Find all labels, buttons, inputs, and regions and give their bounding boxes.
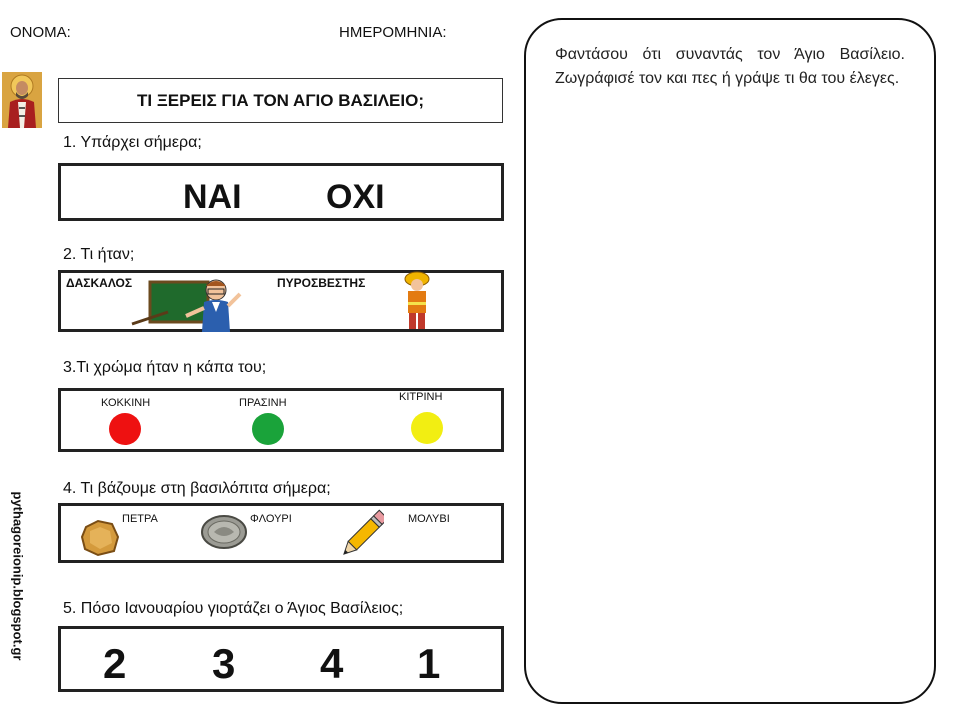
drawing-instructions: Φαντάσου ότι συναντάς τον Άγιο Βασίλειο. Ζωγράφισέ τον και πες ή γράψε τι θα του έλεγες. xyxy=(555,46,905,87)
teacher-icon[interactable] xyxy=(128,276,246,337)
option-1[interactable]: 1 xyxy=(417,640,441,687)
option-fireman[interactable]: ΠΥΡΟΣΒΕΣΤΗΣ xyxy=(277,276,366,290)
question-5: 5. Πόσο Ιανουαρίου γιορτάζει ο Άγιος Βασίλειος; xyxy=(63,600,404,617)
option-red[interactable]: ΚΟΚΚΙΝΗ xyxy=(101,397,151,409)
worksheet-title: ΤΙ ΞΕΡΕΙΣ ΓΙΑ ΤΟΝ ΑΓΙΟ ΒΑΣΙΛΕΙΟ; xyxy=(137,90,424,110)
red-circle-icon[interactable] xyxy=(109,413,141,445)
option-pencil[interactable]: ΜΟΛΥΒΙ xyxy=(408,513,450,525)
answer-box-4 xyxy=(58,503,504,563)
option-4[interactable]: 4 xyxy=(320,640,344,687)
date-label: ΗΜΕΡΟΜΗΝΙΑ: xyxy=(339,24,447,41)
option-2[interactable]: 2 xyxy=(103,640,127,687)
drawing-panel[interactable] xyxy=(524,18,936,704)
title-box xyxy=(58,78,503,123)
blog-url-text: pythagoreionip.blogspot.gr xyxy=(10,491,26,661)
option-yellow[interactable]: ΚΙΤΡΙΝΗ xyxy=(399,391,443,403)
pencil-icon[interactable] xyxy=(342,508,384,567)
blog-url xyxy=(6,492,28,702)
fireman-icon[interactable] xyxy=(402,270,432,337)
saint-icon xyxy=(2,72,42,128)
option-coin[interactable]: ΦΛΟΥΡΙ xyxy=(250,513,292,525)
option-yes[interactable]: ΝΑΙ xyxy=(183,178,242,216)
option-teacher[interactable]: ΔΑΣΚΑΛΟΣ xyxy=(66,276,133,290)
option-3[interactable]: 3 xyxy=(212,640,236,687)
question-4: 4. Τι βάζουμε στη βασιλόπιτα σήμερα; xyxy=(63,480,331,497)
green-circle-icon[interactable] xyxy=(252,413,284,445)
question-3: 3.Τι χρώμα ήταν η κάπα του; xyxy=(63,359,267,376)
question-1: 1. Υπάρχει σήμερα; xyxy=(63,134,202,151)
name-label: ΟΝΟΜΑ: xyxy=(10,24,71,41)
answer-box-1 xyxy=(58,163,504,221)
yellow-circle-icon[interactable] xyxy=(411,412,443,444)
option-stone[interactable]: ΠΕΤΡΑ xyxy=(122,513,158,525)
option-green[interactable]: ΠΡΑΣΙΝΗ xyxy=(239,397,287,409)
stone-icon[interactable] xyxy=(80,519,120,562)
coin-icon[interactable] xyxy=(200,514,248,555)
option-no[interactable]: ΟΧΙ xyxy=(326,178,385,216)
question-2: 2. Τι ήταν; xyxy=(63,246,135,263)
